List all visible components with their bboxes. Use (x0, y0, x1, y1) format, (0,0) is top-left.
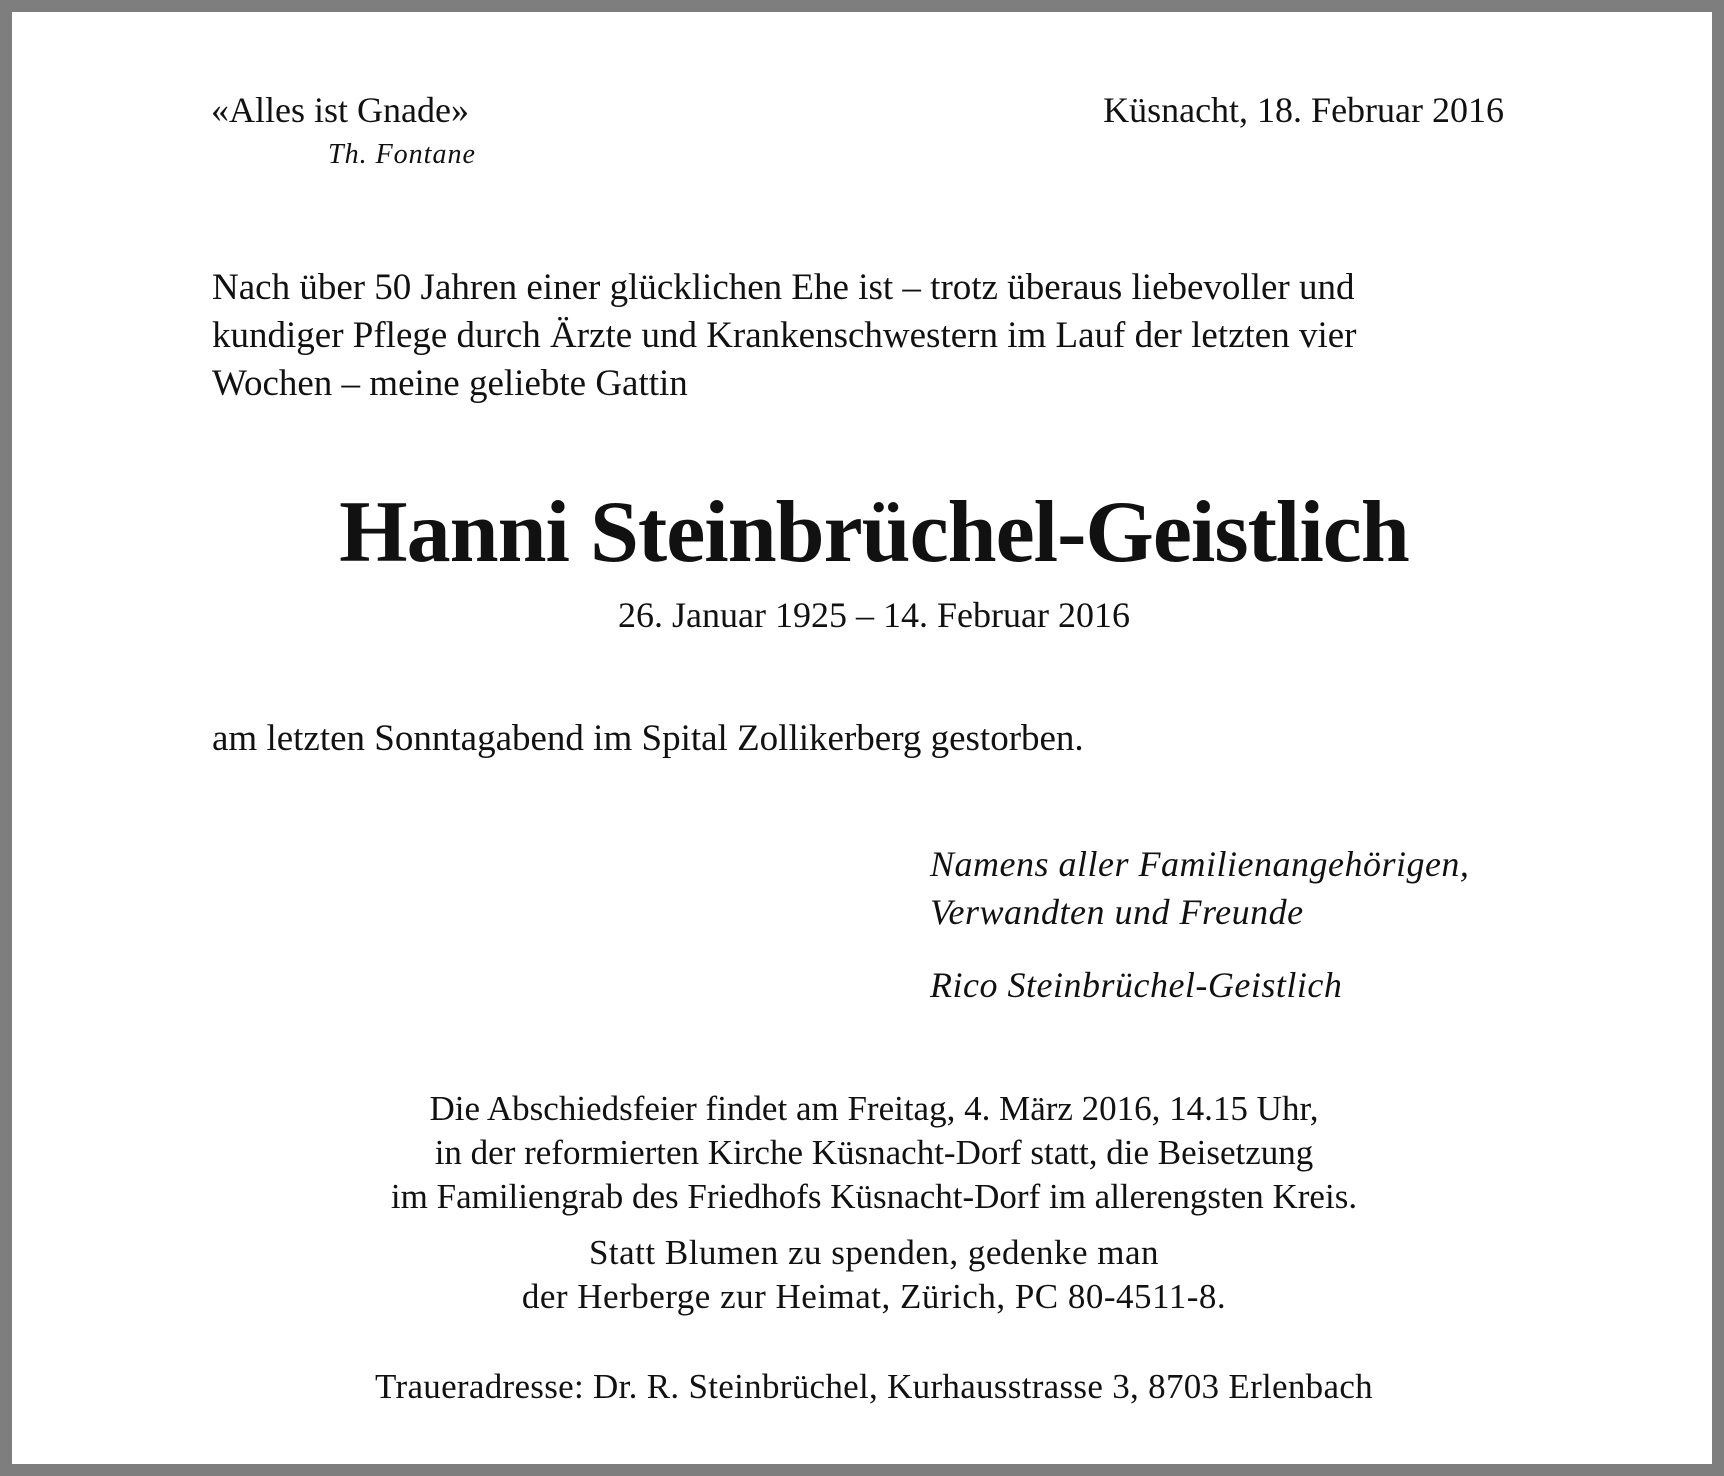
intro-line: Wochen – meine geliebte Gattin (212, 363, 688, 404)
death-statement: am letzten Sonntagabend im Spital Zollikerberg gestorben. (212, 718, 1084, 759)
signer-name: Rico Steinbrüchel-Geistlich (930, 965, 1343, 1005)
ceremony-line: Die Abschiedsfeier findet am Freitag, 4. März 2016, 14.15 Uhr, (429, 1089, 1319, 1128)
donation-line: der Herberge zur Heimat, Zürich, PC 80-4511-8. (521, 1277, 1227, 1316)
ceremony-line: in der reformierten Kirche Küsnacht-Dorf statt, die Beisetzung (434, 1133, 1314, 1172)
deceased-name: Hanni Steinbrüchel-Geistlich (339, 484, 1409, 581)
intro-line: Nach über 50 Jahren einer glücklichen Ehe ist – trotz überaus liebevoller und (212, 267, 1355, 308)
mourning-address: Traueradresse: Dr. R. Steinbrüchel, Kurhausstrasse 3, 8703 Erlenbach (375, 1367, 1373, 1406)
place-date: Küsnacht, 18. Februar 2016 (1103, 90, 1504, 130)
donation-line: Statt Blumen zu spenden, gedenke man (588, 1233, 1160, 1272)
intro-line: kundiger Pflege durch Ärzte und Krankenschwestern im Lauf der letzten vier (212, 315, 1357, 356)
motto: «Alles ist Gnade» (211, 90, 469, 130)
obituary-page (12, 12, 1712, 1464)
intro-paragraph (212, 264, 1512, 408)
ceremony-notice (12, 1087, 1724, 1219)
lifespan-dates: 26. Januar 1925 – 14. Februar 2016 (618, 595, 1130, 635)
signoff-line: Namens aller Familienangehörigen, (930, 844, 1470, 884)
motto-author: Th. Fontane (328, 139, 476, 170)
signoff-line: Verwandten und Freunde (930, 892, 1304, 932)
signoff (930, 840, 1469, 936)
ceremony-line: im Familiengrab des Friedhofs Küsnacht-Dorf im allerengsten Kreis. (390, 1177, 1358, 1216)
donation-notice (12, 1231, 1724, 1319)
